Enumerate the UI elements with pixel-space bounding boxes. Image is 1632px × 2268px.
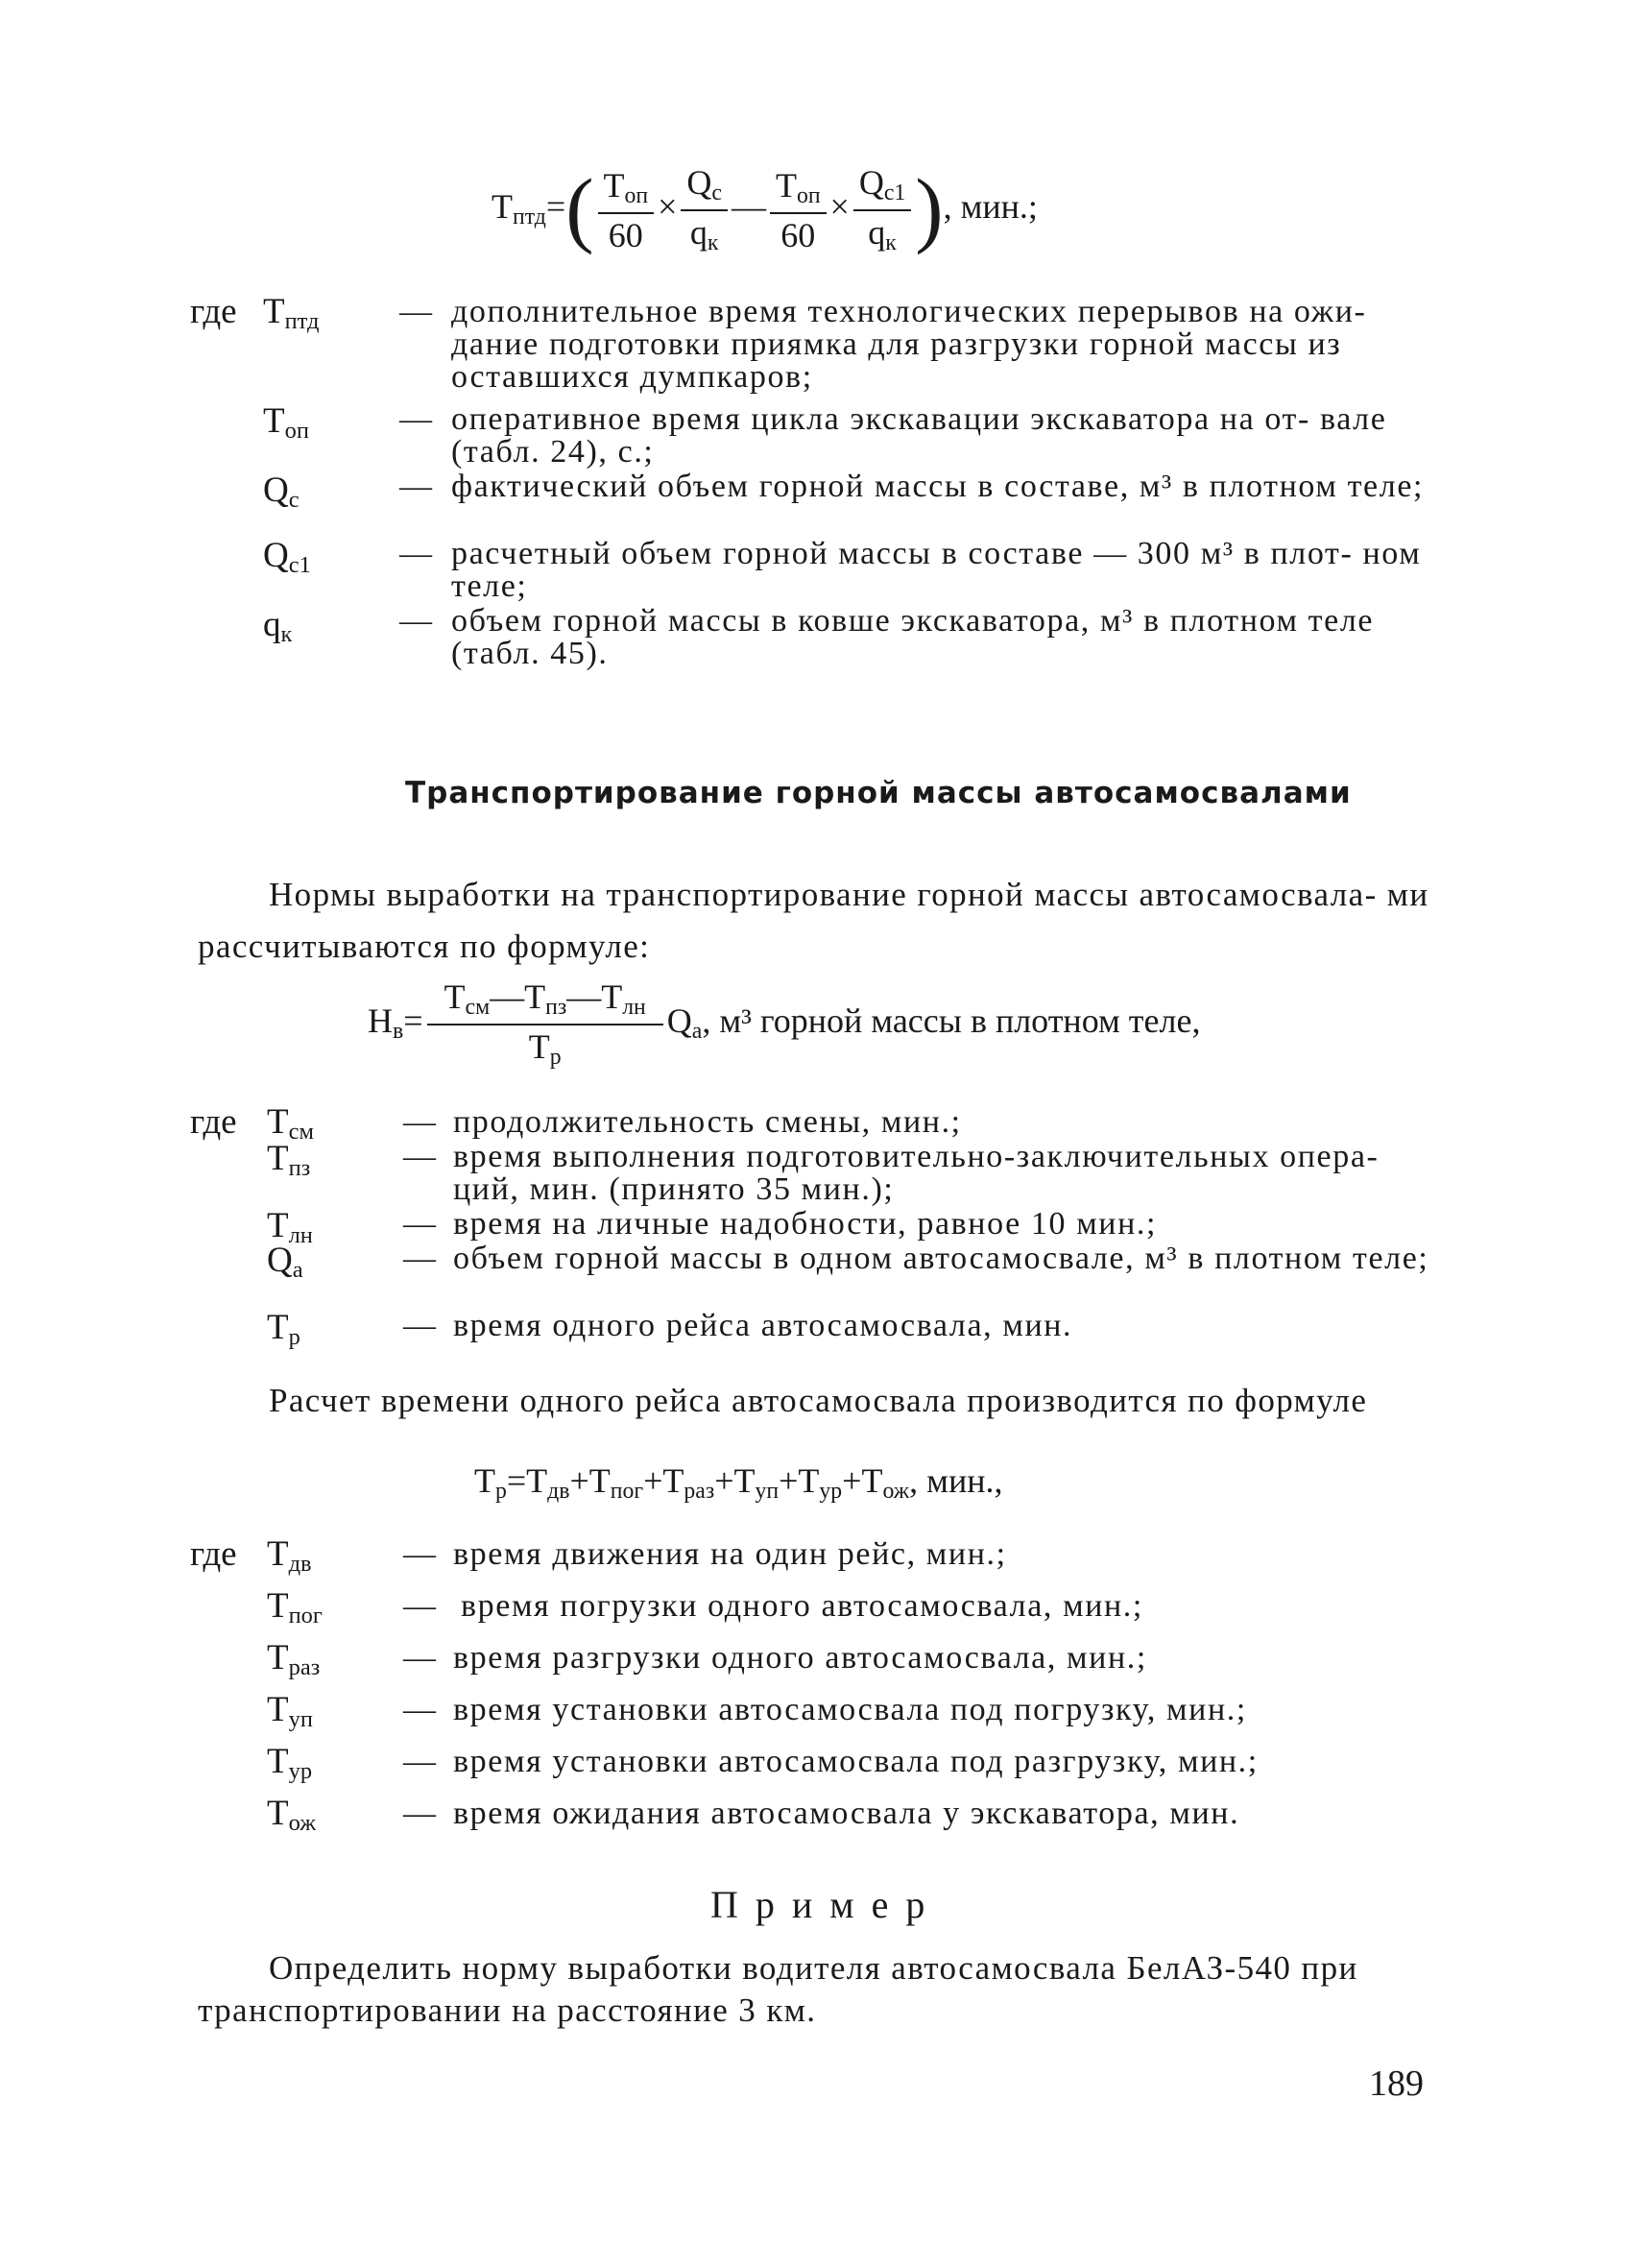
symbol: $Т_{раз}$: [267, 1638, 321, 1681]
formula-tptd: $Т_{птд}=$( $\frac{Т_{оп}}{60}$ × $\frac{Q_с}{q_к}$ — $\frac{Т_{оп}}{60}$ × $\frac{Q_{с1}}{q_к}$ ), мин.;: [492, 162, 1038, 256]
definition-text: время на личные надобности, равное 10 мин.;: [453, 1206, 1158, 1242]
formula-nv: $Н_в=$ $\frac{Т_{см}—Т_{пз}—Т_{лн}}{Т_р}$ $Q_а$, м³ горной массы в плотном теле,: [368, 977, 1201, 1070]
fraction: $\frac{Т_{оп}}{60}$: [770, 168, 827, 253]
definition-text: время выполнения подготовительно-заключительных опера- ций, мин. (принято 35 мин.);: [453, 1139, 1380, 1207]
symbol: $Т_{см}$: [267, 1102, 314, 1146]
symbol: $Т_{уп}$: [267, 1690, 313, 1733]
definition-text: фактический объем горной массы в составе, м³ в плотном теле;: [451, 469, 1425, 504]
symbol: $Q_{с1}$: [263, 536, 311, 579]
where-label: где: [190, 1102, 237, 1142]
symbol: $Т_{ож}$: [267, 1794, 317, 1837]
symbol: $q_к$: [263, 605, 293, 648]
fraction: $\frac{Т_{см}—Т_{пз}—Т_{лн}}{Т_р}$: [427, 979, 663, 1069]
definition-text: время установки автосамосвала под погрузку, мин.;: [453, 1692, 1247, 1727]
definition-text: время погрузки одного автосамосвала, мин.;: [461, 1588, 1143, 1624]
definition-text: время ожидания автосамосвала у экскаватора, мин.: [453, 1796, 1240, 1831]
where-label: где: [190, 1534, 237, 1574]
calc-intro: Расчет времени одного рейса автосамосвала производится по формуле: [269, 1382, 1368, 1419]
symbol: $Т_р$: [267, 1308, 300, 1351]
document-page: $Т_{птд}=$( $\frac{Т_{оп}}{60}$ × $\frac{Q_с}{q_к}$ — $\frac{Т_{оп}}{60}$ × $\frac{Q_{с1}}{q_к}$ ), мин.; где $Т_{птд}$ — дополнительное время технологических перерывов на ожи- дание подготовки приямка для разгрузки горной массы из оставшихся думпкаров; $Т_{оп}$ — оперативное время цикла экскавации экскаватора на от- вале (табл. 24), с.; $Q_с$ — фактический объем горной массы в составе, м³ в плотном теле; $Q_{с1}$ — расчетный объем горной массы в составе — 300 м³ в плот- ном теле; $q_к$ — объем горной массы в ковше экскаватора, м³ в плотном теле (табл. 45). Транспортирование горной массы автосамосвалами Нормы выработки на транспортирование горной массы автосамосвала- ми рассчитываются по формуле: $Н_в=$ $\frac{Т_{см}—Т_{пз}—Т_{лн}}{Т_р}$ $Q_а$, м³ горной массы в плотном теле, где $Т_{см}$ — продолжительность смены, мин.; $Т_{пз}$ — время выполнения подготовительно-заключительных опера- ций, мин. (принято 35 мин.); $Т_{лн}$ — время на личные надобности, равное 10 мин.; $Q_а$ — объем горной массы в одном автосамосвале, м³ в плотном теле; $Т_р$ — время одного рейса автосамосвала, мин. Расчет времени одного рейса автосамосвала производится по формуле $Т_р=Т_{дв}+Т_{пог}+Т_{раз}+Т_{уп}+Т_{ур}+Т_{ож}$, мин., где $Т_{дв}$ — время движения на один рейс, мин.; $Т_{пог}$ — время погрузки одного автосамосвала, мин.; $Т_{раз}$ — время разгрузки одного автосамосвала, мин.; $Т_{уп}$ — время установки автосамосвала под погрузку, мин.; $Т_{ур}$ — время установки автосамосвала под разгрузку, мин.; $Т_{ож}$ — время ожидания автосамосвала у экскаватора, мин. Пример Определить норму выработки водителя автосамосвала БелАЗ-540 при транспортировании на расстояние 3 км. 189: [0, 0, 1632, 2268]
where-label: где: [190, 292, 237, 331]
symbol: $Т_{оп}$: [263, 401, 309, 445]
formula-tr: $Т_р=Т_{дв}+Т_{пог}+Т_{раз}+Т_{уп}+Т_{ур}+Т_{ож}$, мин.,: [474, 1461, 1003, 1504]
symbol: $Т_{лн}$: [267, 1206, 313, 1249]
fraction: $\frac{Q_с}{q_к}$: [681, 165, 728, 254]
fraction: $\frac{Т_{оп}}{60}$: [598, 168, 655, 253]
definition-text: время разгрузки одного автосамосвала, мин.;: [453, 1640, 1147, 1676]
definition-text: время одного рейса автосамосвала, мин.: [453, 1308, 1073, 1343]
symbol: $Т_{птд}$: [263, 292, 320, 335]
symbol: $Т_{пз}$: [267, 1139, 311, 1182]
definition-text: объем горной массы в ковше экскаватора, м³ в плотном теле (табл. 45).: [451, 603, 1375, 671]
definition-text: время движения на один рейс, мин.;: [453, 1536, 1007, 1572]
section-title: Транспортирование горной массы автосамосвалами: [405, 776, 1352, 810]
symbol: $Т_{дв}$: [267, 1534, 312, 1578]
intro-paragraph: Нормы выработки на транспортирование горной массы автосамосвала- ми рассчитываются по формуле:: [198, 876, 1429, 965]
symbol: $Q_с$: [263, 470, 300, 514]
symbol: $Т_{пог}$: [267, 1586, 323, 1629]
definition-text: оперативное время цикла экскавации экскаватора на от- вале (табл. 24), с.;: [451, 401, 1387, 470]
symbol: $Q_а$: [267, 1241, 303, 1284]
definition-text: расчетный объем горной массы в составе — 300 м³ в плот- ном теле;: [451, 536, 1422, 604]
definition-text: объем горной массы в одном автосамосвале, м³ в плотном теле;: [453, 1241, 1429, 1276]
definition-text: продолжительность смены, мин.;: [453, 1104, 962, 1140]
example-title: Пример: [710, 1883, 943, 1926]
fraction: $\frac{Q_{с1}}{q_к}$: [853, 165, 911, 254]
definition-text: время установки автосамосвала под разгрузку, мин.;: [453, 1744, 1259, 1779]
example-text: Определить норму выработки водителя автосамосвала БелАЗ-540 при транспортировании на расстояние 3 км.: [198, 1949, 1358, 2029]
symbol: $Т_{ур}$: [267, 1742, 313, 1785]
page-number: 189: [1369, 2063, 1424, 2104]
definition-text: дополнительное время технологических перерывов на ожи- дание подготовки приямка для разгрузки горной массы из оставшихся думпкаров;: [451, 294, 1367, 395]
